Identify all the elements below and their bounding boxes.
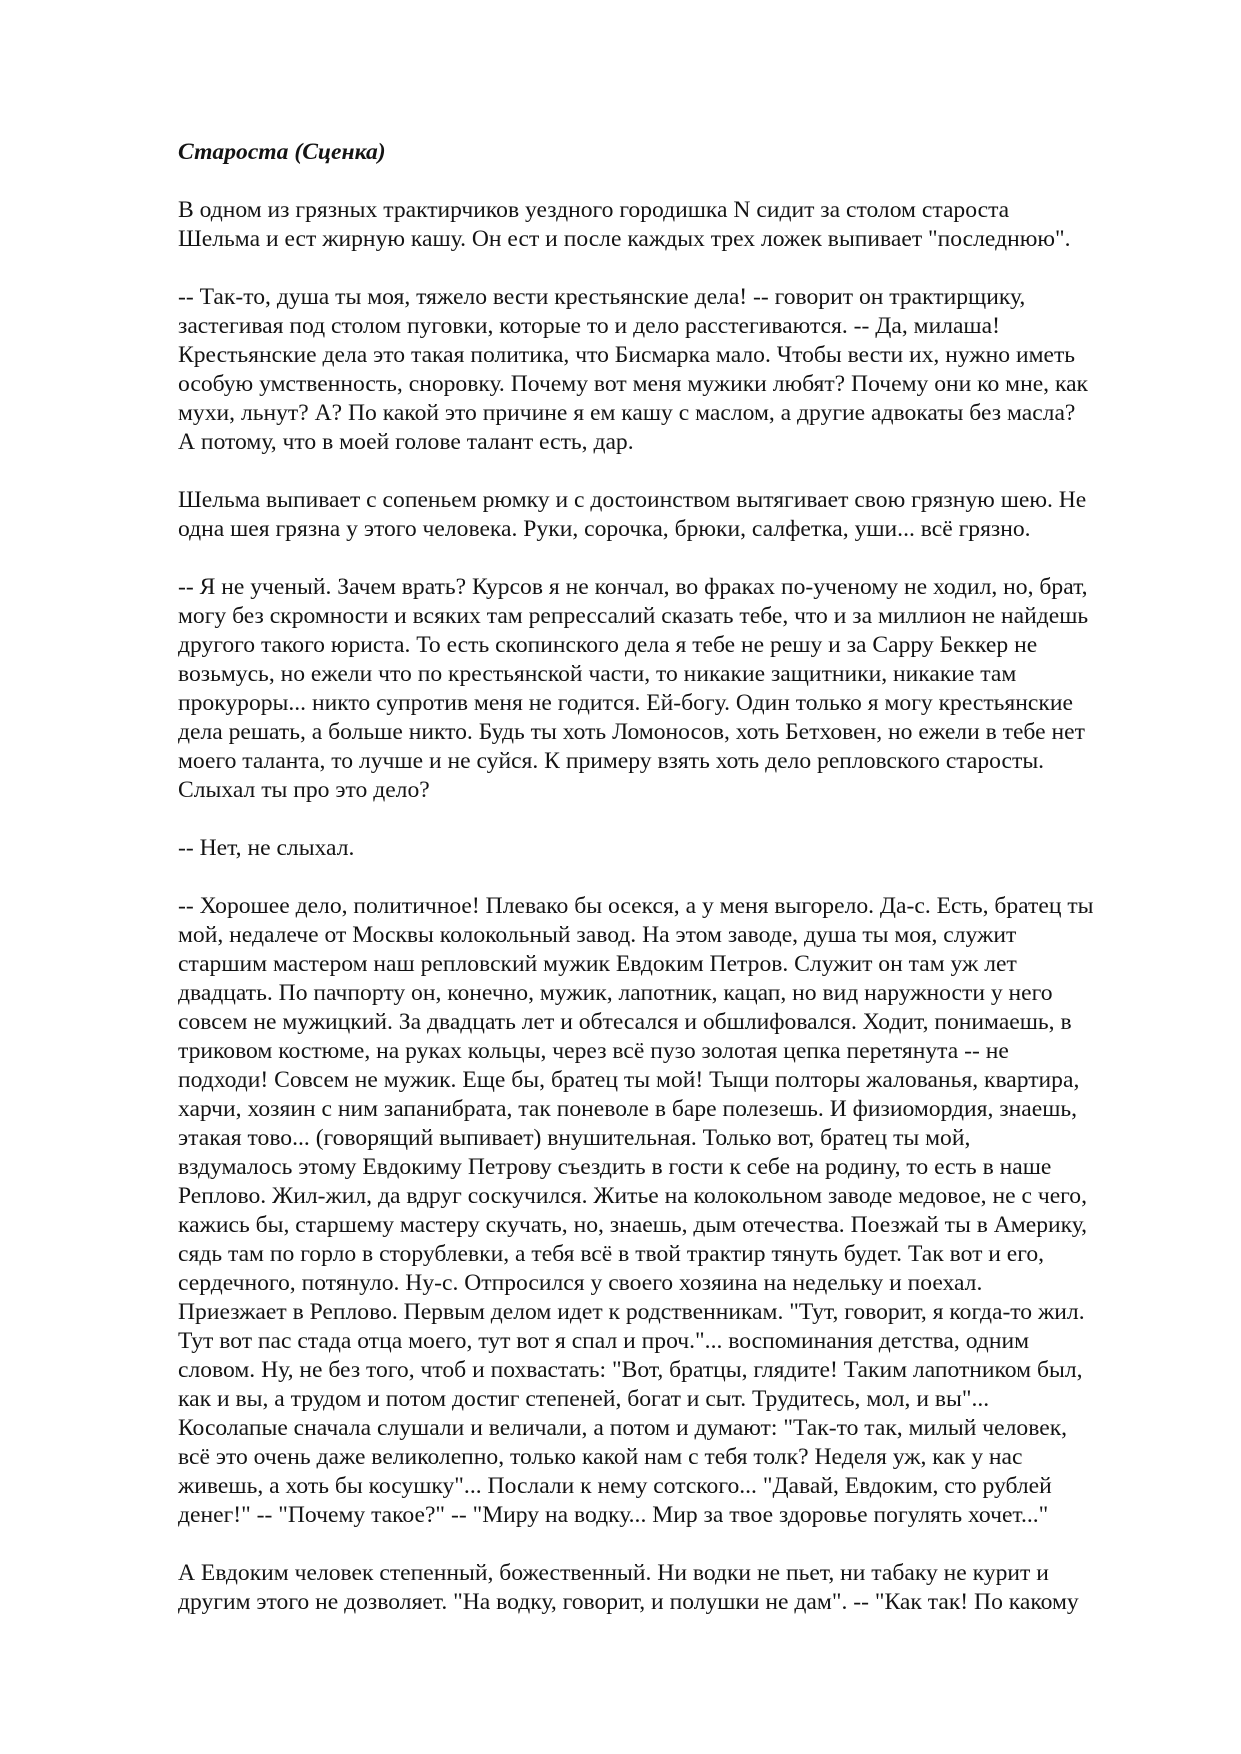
paragraph xyxy=(178,486,1168,544)
text-line: -- Так-то, душа ты моя, тяжело вести крестьянские дела! -- говорит он трактирщику, xyxy=(178,284,1026,310)
text-line: дела решать, а больше никто. Будь ты хоть Ломоносов, хоть Бетховен, но ежели в тебе нет xyxy=(178,719,1085,745)
text-line: застегивая под столом пуговки, которые то и дело расстегиваются. -- Да, милаша! xyxy=(178,313,1000,339)
text-line: прокуроры... никто супротив меня не годится. Ей-богу. Один только я могу крестьянские xyxy=(178,690,1073,716)
text-line: -- Нет, не слыхал. xyxy=(178,835,355,861)
document-title: Староста (Сценка) xyxy=(178,139,386,165)
text-line: особую умственность, сноровку. Почему вот меня мужики любят? Почему они ко мне, как xyxy=(178,371,1089,397)
text-line: Крестьянские дела это такая политика, что Бисмарка мало. Чтобы вести их, нужно иметь xyxy=(178,342,1076,368)
text-line: этакая тово... (говорящий выпивает) внушительная. Только вот, братец ты мой, xyxy=(178,1125,971,1151)
text-line: живешь, а хоть бы косушку"... Послали к нему сотского... "Давай, Евдоким, сто рублей xyxy=(178,1473,1052,1499)
paragraph xyxy=(178,834,1168,863)
paragraph xyxy=(178,892,1168,1530)
text-line: Косолапые сначала слушали и величали, а потом и думают: "Так-то так, милый человек, xyxy=(178,1415,1068,1441)
text-line: одна шея грязна у этого человека. Руки, сорочка, брюки, салфетка, уши... всё грязно. xyxy=(178,516,1031,542)
text-line: мухи, льнут? А? По какой это причине я ем кашу с маслом, а другие адвокаты без масла? xyxy=(178,400,1076,426)
document-page xyxy=(178,138,1168,1646)
text-line: Приезжает в Реплово. Первым делом идет к родственникам. "Тут, говорит, я когда-то жил. xyxy=(178,1299,1085,1325)
text-line: словом. Ну, не без того, чтоб и похвастать: "Вот, братцы, глядите! Таким лапотником был, xyxy=(178,1357,1083,1383)
text-line: кажись бы, старшему мастеру скучать, но, знаешь, дым отечества. Поезжай ты в Америку, xyxy=(178,1212,1088,1238)
text-line: другого такого юриста. То есть скопинского дела я тебе не решу и за Сарру Беккер не xyxy=(178,632,1038,658)
paragraph xyxy=(178,196,1168,254)
text-line: Шельма и ест жирную кашу. Он ест и после каждых трех ложек выпивает "последнюю". xyxy=(178,226,1071,252)
text-line: вздумалось этому Евдокиму Петрову съездить в гости к себе на родину, то есть в наше xyxy=(178,1154,1052,1180)
text-line: как и вы, а трудом и потом достиг степеней, богат и сыт. Трудитесь, мол, и вы"... xyxy=(178,1386,990,1412)
text-line: мой, недалече от Москвы колокольный завод. На этом заводе, душа ты моя, служит xyxy=(178,922,1017,948)
text-line: денег!" -- "Почему такое?" -- "Миру на водку... Мир за твое здоровье погулять хочет..." xyxy=(178,1502,1049,1528)
text-line: всё это очень даже великолепно, только какой нам с тебя толк? Неделя уж, как у нас xyxy=(178,1444,1023,1470)
text-line: Шельма выпивает с сопеньем рюмку и с достоинством вытягивает свою грязную шею. Не xyxy=(178,487,1087,513)
text-line: Тут вот пас стада отца моего, тут вот я спал и проч."... воспоминания детства, одним xyxy=(178,1328,1029,1354)
text-line: могу без скромности и всяких там репрессалий сказать тебе, что и за миллион не найдешь xyxy=(178,603,1089,629)
paragraph xyxy=(178,283,1168,457)
text-line: -- Я не ученый. Зачем врать? Курсов я не кончал, во фраках по-ученому не ходил, но, брат, xyxy=(178,574,1088,600)
text-line: -- Хорошее дело, политичное! Плевако бы осекся, а у меня выгорело. Да-с. Есть, братец ты xyxy=(178,893,1094,919)
paragraph xyxy=(178,573,1168,805)
text-line: сядь там по горло в сторублевки, а тебя всё в твой трактир тянуть будет. Так вот и его, xyxy=(178,1241,1045,1267)
text-line: А Евдоким человек степенный, божественный. Ни водки не пьет, ни табаку не курит и xyxy=(178,1560,1049,1586)
text-line: возьмусь, но ежели что по крестьянской части, то никакие защитники, никакие там xyxy=(178,661,1017,687)
text-line: моего таланта, то лучше и не суйся. К примеру взять хоть дело репловского старосты. xyxy=(178,748,1045,774)
text-line: двадцать. По пачпорту он, конечно, мужик, лапотник, кацап, но вид наружности у него xyxy=(178,980,1053,1006)
text-line: сердечного, потянуло. Ну-с. Отпросился у своего хозяина на недельку и поехал. xyxy=(178,1270,983,1296)
text-line: А потому, что в моей голове талант есть, дар. xyxy=(178,429,634,455)
text-line: харчи, хозяин с ним запанибрата, так поневоле в баре полезешь. И физиомордия, знаешь, xyxy=(178,1096,1078,1122)
text-line: Слыхал ты про это дело? xyxy=(178,777,430,803)
text-line: В одном из грязных трактирчиков уездного городишка N сидит за столом староста xyxy=(178,197,1010,223)
text-line: триковом костюме, на руках кольцы, через всё пузо золотая цепка перетянута -- не xyxy=(178,1038,1009,1064)
paragraph xyxy=(178,1559,1168,1617)
text-line: совсем не мужицкий. За двадцать лет и обтесался и обшлифовался. Ходит, понимаешь, в xyxy=(178,1009,1072,1035)
text-line: старшим мастером наш репловский мужик Евдоким Петров. Служит он там уж лет xyxy=(178,951,1017,977)
text-line: другим этого не дозволяет. "На водку, говорит, и полушки не дам". -- "Как так! По какому xyxy=(178,1589,1079,1615)
text-line: Реплово. Жил-жил, да вдруг соскучился. Житье на колокольном заводе медовое, не с чего, xyxy=(178,1183,1087,1209)
document-body xyxy=(178,196,1168,1617)
text-line: подходи! Совсем не мужик. Еще бы, братец ты мой! Тыщи полторы жалованья, квартира, xyxy=(178,1067,1080,1093)
